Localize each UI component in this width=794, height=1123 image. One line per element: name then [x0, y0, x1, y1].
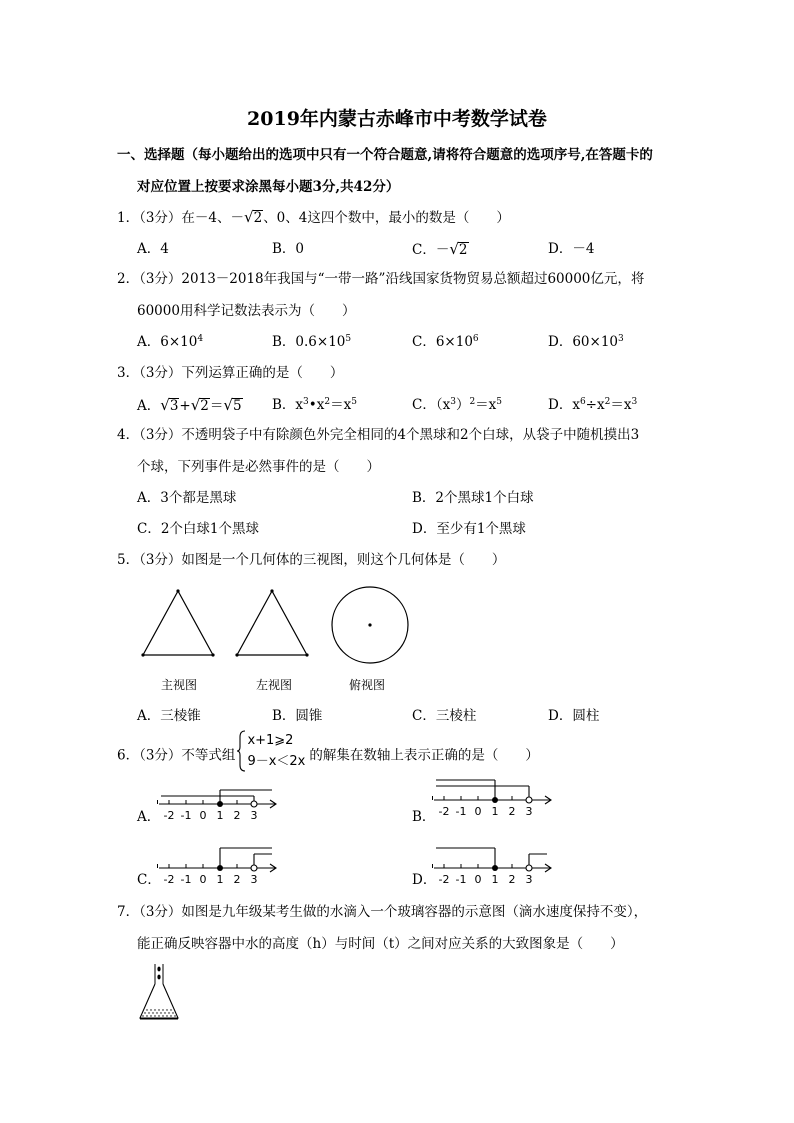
q3-b-equals: ＝x: [330, 397, 352, 413]
axis-tick-label: 1: [216, 809, 224, 822]
question-4-stem-line1: 4．（3分）不透明袋子中有除颜色外完全相同的4个黑球和2个白球，从袋子中随机摸出3: [117, 427, 640, 443]
q3-option-b: [272, 396, 357, 414]
q2-option-d-exp: 3: [618, 334, 624, 344]
q1-option-c-prefix: C．－: [412, 242, 450, 258]
open-endpoint: [526, 865, 532, 871]
q6-option-d-label: D．: [412, 872, 437, 888]
question-7-stem-line1: 7．（3分）如图是九年级某考生做的水滴入一个玻璃容器的示意图（滴水速度保持不变），: [117, 904, 648, 920]
q1-stem-part-a: 1．（3分）在－4、－: [117, 210, 245, 226]
q3-c-exp-2: 2: [469, 397, 476, 407]
axis-tick-label: 2: [233, 873, 241, 886]
q5-option-c: C．三棱柱: [412, 708, 477, 724]
q2-option-a: [137, 333, 203, 351]
q3-a-radicand-2: 2: [200, 398, 209, 414]
q1-option-b: B．0: [272, 241, 305, 257]
axis-tick-label: 0: [199, 809, 207, 822]
question-7-stem-line2: 能正确反映容器中水的高度（h）与时间（t）之间对应关系的大致图象是（ ）: [137, 936, 624, 952]
q4-option-c: C．2个白球1个黑球: [137, 521, 260, 537]
caption-side-view: 左视图: [256, 678, 293, 692]
flask-figure: [136, 960, 182, 1024]
q4-option-a: A．3个都是黑球: [137, 490, 237, 506]
water-drop-icon: [157, 975, 160, 980]
q3-option-d: [548, 396, 637, 414]
closed-endpoint: [492, 797, 498, 803]
q6-option-c-number-line: [155, 840, 290, 892]
q1-option-d: D．－4: [548, 241, 595, 257]
q3-b-exp-3: 5: [351, 397, 357, 407]
axis-tick-label: 3: [525, 873, 533, 886]
q3-d-exp-2: 2: [604, 397, 611, 407]
q5-option-b: B．圆锥: [272, 708, 323, 724]
q3-d-prefix: D．x: [548, 397, 580, 413]
q6-option-a-number-line: [155, 782, 290, 828]
sqrt-icon: √: [223, 396, 233, 414]
q3-d-mid: ÷x: [585, 397, 605, 413]
q6-option-d-number-line: [430, 840, 565, 892]
q3-d-exp-3: 3: [631, 397, 638, 407]
q3-b-exp-2: 2: [324, 397, 331, 407]
sqrt-icon: √: [160, 396, 170, 414]
axis-tick-label: -2: [438, 805, 450, 818]
q5-option-a: A．三棱锥: [137, 708, 201, 724]
q1-stem-part-b: 、0、4这四个数中，最小的数是（ ）: [263, 210, 510, 226]
open-endpoint: [251, 865, 257, 871]
q3-option-a-prefix: A．: [137, 398, 161, 414]
q3-c-exp-3: 5: [496, 397, 503, 407]
q2-option-d-base: D．60×10: [548, 334, 618, 350]
q3-c-exp-1: 3: [450, 397, 456, 407]
q2-option-a-base: A．6×10: [137, 334, 198, 350]
caption-top-view: 俯视图: [349, 678, 386, 692]
sqrt-icon: √: [244, 208, 254, 226]
q3-c-prefix: C．（x: [412, 397, 451, 413]
inequality-1: x+1⩾2: [247, 733, 294, 748]
q6-option-b-label: B．: [412, 809, 436, 825]
q5-option-d: D．圆柱: [548, 708, 600, 724]
left-brace-icon: [237, 730, 247, 772]
q3-option-a: [137, 396, 243, 415]
axis-tick-label: 1: [491, 805, 499, 818]
question-5-stem: 5．（3分）如图是一个几何体的三视图，则这个几何体是（ ）: [117, 552, 506, 568]
flask-outline: [140, 984, 178, 1018]
axis-tick-label: -1: [180, 873, 192, 886]
q2-option-c: [412, 333, 479, 351]
q3-b-prefix: B．x: [272, 397, 304, 413]
q3-a-equals: ＝: [209, 398, 224, 414]
q2-option-b-base: B．0.6×10: [272, 334, 346, 350]
axis-tick-label: 3: [250, 809, 258, 822]
q6-stem-part-a: 6．（3分）不等式组: [117, 747, 236, 764]
question-1-stem: [117, 208, 510, 227]
q2-option-d: [548, 333, 624, 351]
axis-tick-label: -1: [455, 805, 467, 818]
exam-title: 2019年内蒙古赤峰市中考数学试卷: [247, 108, 547, 130]
q3-d-exp-1: 6: [579, 397, 586, 407]
q1-option-c-radicand: 2: [458, 242, 468, 258]
q6-option-a-label: A．: [137, 809, 161, 825]
q2-option-a-exp: 4: [197, 334, 204, 344]
axis-tick-label: 2: [508, 805, 516, 818]
closed-endpoint: [217, 801, 223, 807]
question-2-stem-line1: 2．（3分）2013－2018年我国与“一带一路”沿线国家货物贸易总额超过60000亿元，将: [117, 271, 645, 287]
q3-b-mid: •x: [308, 397, 325, 413]
q2-option-b-exp: 5: [345, 334, 352, 344]
q3-option-c: [412, 396, 502, 414]
q3-a-radicand-1: 3: [169, 398, 179, 414]
closed-endpoint: [217, 865, 223, 871]
front-view-triangle: [143, 591, 213, 655]
water-drop-icon: [157, 967, 160, 972]
water-dots: [142, 1009, 175, 1016]
q2-option-b: [272, 333, 351, 351]
section-heading-line1: 一、选择题（每小题给出的选项中只有一个符合题意,请将符合题意的选项序号,在答题卡的: [117, 147, 653, 163]
axis-tick-label: -2: [438, 873, 450, 886]
axis-tick-label: 0: [474, 873, 482, 886]
question-2-stem-line2: 60000用科学记数法表示为（ ）: [137, 303, 356, 319]
axis-tick-label: 1: [491, 873, 499, 886]
question-4-stem-line2: 个球，下列事件是必然事件的是（ ）: [137, 459, 380, 475]
axis-tick-label: -2: [163, 809, 175, 822]
inequality-system: [237, 730, 305, 782]
q4-option-d: D．至少有1个黑球: [412, 521, 526, 537]
q1-option-a: A．4: [137, 241, 169, 257]
axis-tick-label: -2: [163, 873, 175, 886]
q3-b-exp-1: 3: [303, 397, 309, 407]
open-endpoint: [251, 801, 257, 807]
q6-option-b-number-line: [430, 772, 565, 824]
side-view-triangle: [237, 591, 307, 655]
q1-radicand: 2: [253, 210, 263, 226]
closed-endpoint: [492, 865, 498, 871]
axis-tick-label: -1: [455, 873, 467, 886]
q2-option-c-exp: 6: [472, 334, 479, 344]
inequality-2: 9－x＜2x: [247, 754, 306, 769]
axis-tick-label: 3: [525, 805, 533, 818]
q3-a-radicand-3: 5: [232, 398, 242, 414]
axis-tick-label: 0: [199, 873, 207, 886]
q3-d-equals: ＝x: [610, 397, 632, 413]
q1-option-c: [412, 240, 469, 259]
question-3-stem: 3．（3分）下列运算正确的是（ ）: [117, 365, 344, 381]
three-views-figure: [130, 585, 420, 665]
sqrt-icon: √: [449, 240, 459, 258]
caption-front-view: 主视图: [161, 678, 198, 692]
q3-c-mid: ）: [455, 397, 470, 413]
axis-tick-label: 0: [474, 805, 482, 818]
axis-tick-label: 3: [250, 873, 258, 886]
q2-option-c-base: C．6×10: [412, 334, 473, 350]
open-endpoint: [526, 797, 532, 803]
q6-stem-part-b: 的解集在数轴上表示正确的是（ ）: [309, 747, 539, 764]
axis-tick-label: 2: [233, 809, 241, 822]
axis-tick-label: -1: [180, 809, 192, 822]
axis-tick-label: 1: [216, 873, 224, 886]
top-view-center-dot: [368, 623, 371, 626]
sqrt-icon: √: [190, 396, 201, 414]
q3-a-plus: +: [179, 398, 191, 414]
axis-tick-label: 2: [508, 873, 516, 886]
q3-c-equals: ＝x: [475, 397, 497, 413]
q6-option-c-label: C．: [137, 872, 161, 888]
q4-option-b: B．2个黑球1个白球: [412, 490, 534, 506]
section-heading-line2: 对应位置上按要求涂黑每小题3分,共42分）: [137, 179, 400, 195]
